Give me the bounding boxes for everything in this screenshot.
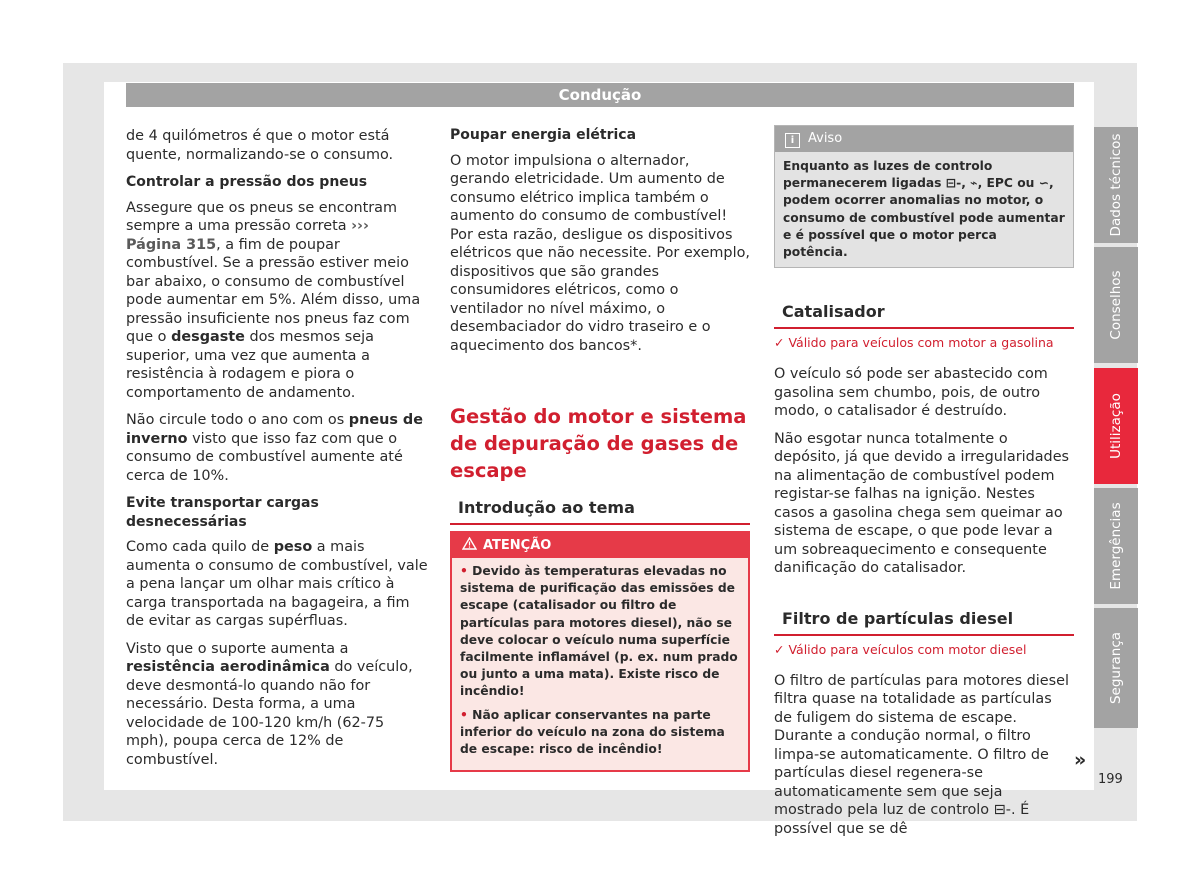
- tab-utilizacao[interactable]: Utilização: [1094, 368, 1138, 484]
- paragraph: Não circule todo o ano com os pneus de inverno visto que isso faz com que o consumo de combustível aumente até cerca de 10%.: [126, 412, 423, 484]
- tab-seguranca[interactable]: Segurança: [1094, 608, 1138, 728]
- section-title-intro: Introdução ao tema: [450, 498, 750, 525]
- warning-triangle-icon: [462, 537, 477, 550]
- tab-dados-tecnicos[interactable]: Dados técnicos: [1094, 127, 1138, 243]
- paragraph: Como cada quilo de peso a mais aumenta o consumo de combustível, vale a pena lançar um olhar mais crítico à carga transportada na bagageira, a fim de evitar as cargas supérfluas.: [126, 539, 428, 629]
- engine-icon: ⌁: [970, 176, 978, 191]
- epc-icon: EPC: [986, 176, 1013, 191]
- note-box: [774, 125, 1074, 268]
- validity-note: ✓ Válido para veículos com motor diesel: [774, 641, 1027, 657]
- warning-header: [452, 533, 748, 558]
- bullet-icon: •: [460, 564, 468, 578]
- tab-conselhos[interactable]: Conselhos: [1094, 247, 1138, 363]
- warning-item: • Devido às temperaturas elevadas no sistema de purificação das emissões de escape (catalisador ou filtro de partículas para motores diesel), não se deve colocar o veículo numa superfície facilmente inflamável (p. ex. num prado ou junto a uma mata). Existe risco de incêndio!: [460, 564, 738, 699]
- info-icon: i: [785, 133, 800, 148]
- page-reference-link[interactable]: ››› Página 315: [126, 218, 369, 253]
- paragraph: O motor impulsiona o alternador, gerando eletricidade. Um aumento de consumo elétrico implica também o aumento do consumo de combustível! Por esta razão, desligue os dispositivos elétricos que não necessite. Por exemplo, dispositivos que são grandes consumidores elétricos, como o ventilador no nível máximo, o desembaciador do vidro traseiro e o aquecimento dos bancos*.: [450, 152, 750, 354]
- column-right: [774, 125, 1074, 847]
- note-header: [775, 126, 1073, 152]
- paragraph: Não esgotar nunca totalmente o depósito, já que devido a irregularidades na alimentação de combustível podem registar-se falhas na ignição. Nestes casos a gasolina chega sem queimar ao sistema de escape, o que pode levar a um sobreaquecimento e consequente danificação do catalisador.: [774, 430, 1070, 577]
- warning-item: • Não aplicar conservantes na parte inferior do veículo na zona do sistema de escape: risco de incêndio!: [460, 707, 725, 757]
- paragraph: Assegure que os pneus se encontram sempre a uma pressão correta ››› Página 315, a fim de poupar combustível. Se a pressão estiver meio bar abaixo, o consumo de combustível pode aumentar em 5%. Além disso, uma pressão insuficiente nos pneus faz com que o desgaste dos mesmos seja superior, uma vez que aumenta a resistência à rodagem e piora o comportamento de andamento.: [126, 199, 421, 401]
- note-body: Enquanto as luzes de controlo permanecerem ligadas ⊟-, ⌁, EPC ou ∽, podem ocorrer anomalias no motor, o consumo de combustível pode aumentar e é possível que o motor perca potência.: [783, 159, 1065, 260]
- glow-plug-icon: ⊟-: [945, 176, 962, 191]
- section-title-catalisador: Catalisador: [774, 302, 1074, 329]
- tab-emergencias[interactable]: Emergências: [1094, 488, 1138, 604]
- warning-box: [450, 531, 750, 772]
- paragraph: de 4 quilómetros é que o motor está quente, normalizando-se o consumo.: [126, 128, 394, 163]
- subheading-energy: Poupar energia elétrica: [450, 127, 637, 143]
- warning-body: [452, 558, 748, 770]
- subheading-pressure: Controlar a pressão dos pneus: [126, 174, 368, 190]
- warning-title: ATENÇÃO: [483, 538, 552, 553]
- section-title-filtro: Filtro de partículas diesel: [774, 609, 1074, 636]
- particle-filter-icon: ⊟-: [993, 802, 1011, 819]
- continue-arrow-icon: »: [1074, 749, 1087, 771]
- preheat-icon: ∽: [1038, 176, 1050, 191]
- note-title: Aviso: [808, 131, 843, 146]
- page-header: Condução: [126, 83, 1074, 107]
- chapter-title: Gestão do motor e sistema de depuração de gases de escape: [450, 405, 747, 482]
- paragraph: O veículo só pode ser abastecido com gasolina sem chumbo, pois, de outro modo, o catalisador é destruído.: [774, 366, 1048, 420]
- validity-note: ✓ Válido para veículos com motor a gasolina: [774, 335, 1054, 351]
- bullet-icon: •: [460, 707, 468, 722]
- subheading-loads: Evite transportar cargas desnecessárias: [126, 495, 319, 530]
- paragraph: Visto que o suporte aumenta a resistência aerodinâmica do veículo, deve desmontá-lo quando não for necessário. Desta forma, a uma velocidade de 100-120 km/h (62-75 mph), poupa cerca de 12% de combustível.: [126, 640, 413, 768]
- column-middle: [450, 126, 750, 772]
- column-left: [126, 127, 428, 778]
- paragraph: O filtro de partículas para motores diesel filtra quase na totalidade as partículas de fuligem do sistema de escape. Durante a condução normal, o filtro limpa-se automaticamente. O filtro de partículas diesel regenera-se automaticamente sem que seja mostrado pela luz de controlo ⊟-. É possível que se dê: [774, 672, 1069, 837]
- page-number: 199: [1098, 772, 1123, 787]
